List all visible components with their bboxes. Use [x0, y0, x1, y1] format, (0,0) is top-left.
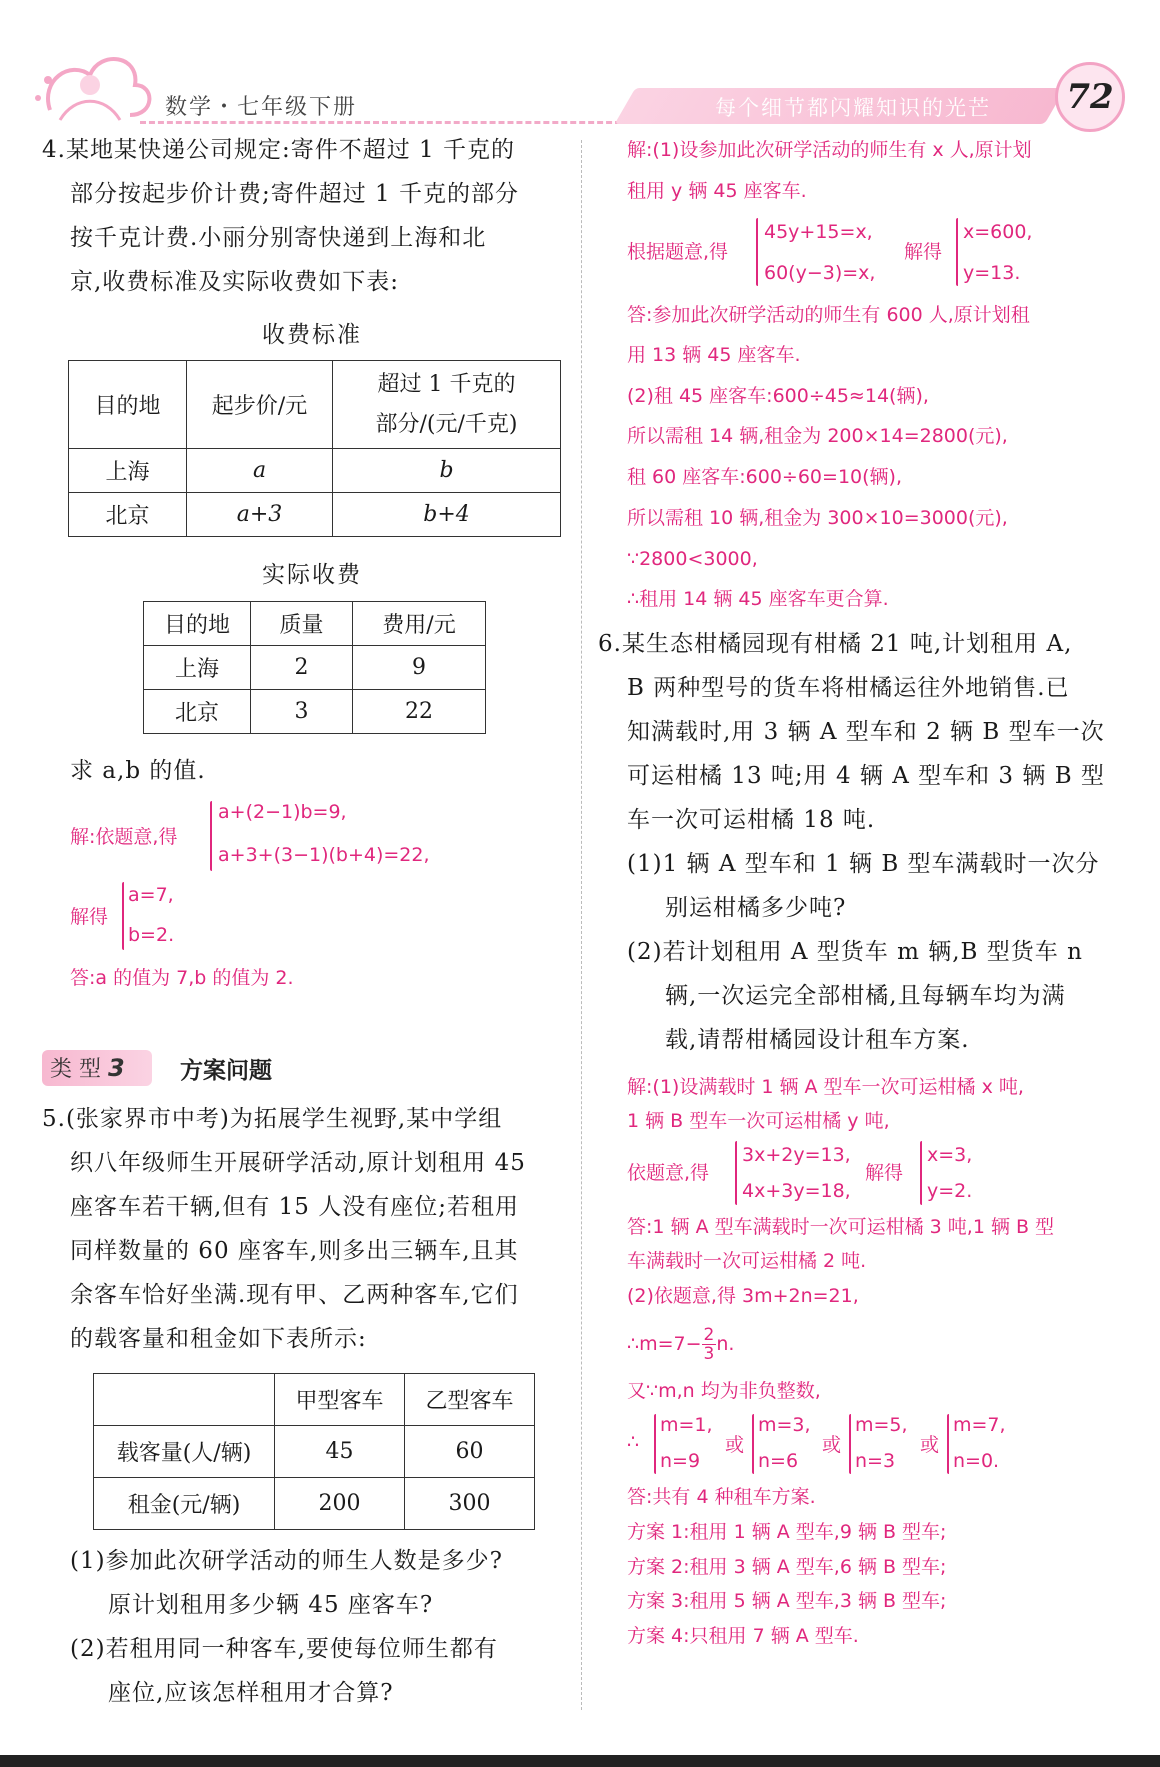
plan-2: 方案 2:租用 3 辆 A 型车,6 辆 B 型车; [627, 1556, 947, 1578]
case-3-n: n=3 [855, 1450, 896, 1472]
case-1-n: n=9 [660, 1450, 701, 1472]
brace [122, 882, 124, 950]
q5-line-1: 5.(张家界市中考)为拓展学生视野,某中学组 [42, 1106, 503, 1132]
q4-res1: a=7, [128, 884, 174, 906]
q6-line-2: B 两种型号的货车将柑橘运往外地销售.已 [627, 675, 1070, 701]
flower-ornament-icon [30, 40, 160, 130]
header-dashed-line [140, 121, 630, 124]
plan-1: 方案 1:租用 1 辆 A 型车,9 辆 B 型车; [627, 1521, 947, 1543]
q5-sol-lead: 根据题意,得 [627, 241, 729, 263]
table-cell: 租金(元/辆) [94, 1478, 275, 1530]
q4-solve-lead: 解得 [70, 906, 109, 928]
q4-answer: 答:a 的值为 7,b 的值为 2. [70, 967, 294, 989]
q6-eq1: 3x+2y=13, [742, 1144, 851, 1166]
q5-sol-l3: 答:参加此次研学活动的师生有 600 人,原计划租 [627, 304, 1030, 326]
q6-sol-l8: 答:共有 4 种租车方案. [627, 1486, 816, 1508]
table-cell: 上海 [69, 449, 187, 493]
table2-caption: 实际收费 [262, 562, 362, 588]
q5-sub-2b: 座位,应该怎样租用才合算? [108, 1680, 394, 1706]
table-cell: b+4 [333, 493, 561, 537]
q6-l6-pre: ∴m=7− [627, 1333, 702, 1355]
plan-4: 方案 4:只租用 7 辆 A 型车. [627, 1625, 859, 1647]
header-motto: 每个细节都闪耀知识的光芒 [715, 96, 991, 120]
brace [956, 218, 958, 286]
q5-sol-l8: 所以需租 10 辆,租金为 300×10=3000(元), [627, 507, 1008, 529]
q5-sub-1: (1)参加此次研学活动的师生人数是多少? [70, 1548, 503, 1574]
table-header: 目的地 [144, 602, 251, 646]
table-cell: 北京 [69, 493, 187, 537]
q6-sol-l6 [627, 1326, 734, 1363]
fee-standard-table [68, 360, 561, 537]
q6-sol-l2: 1 辆 B 型车一次可运柑橘 y 吨, [627, 1110, 890, 1132]
q6-sol-l4: 车满载时一次可运柑橘 2 吨. [627, 1250, 867, 1272]
table-cell: a+3 [187, 493, 333, 537]
q4-line-3: 按千克计费.小丽分别寄快递到上海和北 [70, 225, 487, 251]
table-cell: 9 [353, 646, 486, 690]
type-tag-number: 3 [108, 1054, 125, 1082]
q6-res2: y=2. [927, 1180, 973, 1202]
q6-line-3: 知满载时,用 3 辆 A 型车和 2 辆 B 型车一次 [627, 719, 1105, 745]
q6-sub-2b: 辆,一次运完全部柑橘,且每辆车均为满 [665, 983, 1066, 1009]
q5-eq2: 60(y−3)=x, [764, 262, 876, 284]
type-title: 方案问题 [180, 1058, 272, 1084]
q4-solution-lead: 解:依题意,得 [70, 826, 178, 848]
table1-caption: 收费标准 [262, 322, 362, 348]
type-tag-word: 类 型 [50, 1057, 101, 1082]
q5-sol-l1: 解:(1)设参加此次研学活动的师生有 x 人,原计划 [627, 139, 1032, 161]
brace [654, 1414, 656, 1474]
q5-sol-l2: 租用 y 辆 45 座客车. [627, 180, 807, 202]
table-cell: b [333, 449, 561, 493]
q5-line-5: 余客车恰好坐满.现有甲、乙两种客车,它们 [70, 1282, 519, 1308]
table-header [333, 361, 561, 449]
q5-res1: x=600, [963, 221, 1033, 243]
table-header [94, 1374, 275, 1426]
q6-sub-1: (1)1 辆 A 型车和 1 辆 B 型车满载时一次分 [627, 851, 1100, 877]
page-number: 72 [1055, 62, 1125, 132]
table-cell: 300 [405, 1478, 535, 1530]
q5-eq1: 45y+15=x, [764, 221, 873, 243]
q6-eq2: 4x+3y=18, [742, 1180, 851, 1202]
case-1-m: m=1, [660, 1414, 713, 1436]
table-cell: 3 [251, 690, 353, 734]
case-3-m: m=5, [855, 1414, 908, 1436]
q6-sol-l7: 又∵m,n 均为非负整数, [627, 1380, 821, 1402]
plan-3: 方案 3:租用 5 辆 A 型车,3 辆 B 型车; [627, 1590, 947, 1612]
type-tag [42, 1050, 152, 1086]
brace [920, 1141, 922, 1205]
q6-sol-l3: 答:1 辆 A 型车满载时一次可运柑橘 3 吨,1 辆 B 型 [627, 1216, 1055, 1238]
q6-sol-lead: 依题意,得 [627, 1162, 710, 1184]
brace [210, 801, 212, 871]
table-header-line: 部分/(元/千克) [375, 411, 518, 437]
footer-bar [0, 1755, 1160, 1767]
actual-fee-table [143, 601, 486, 734]
table-header: 乙型客车 [405, 1374, 535, 1426]
q5-line-4: 同样数量的 60 座客车,则多出三辆车,且其 [70, 1238, 519, 1264]
q6-res1: x=3, [927, 1144, 973, 1166]
table-cell: 载客量(人/辆) [94, 1426, 275, 1478]
table-header: 起步价/元 [187, 361, 333, 449]
table-cell: a [187, 449, 333, 493]
brace [752, 1414, 754, 1474]
or-text: 或 [822, 1434, 842, 1456]
q5-line-2: 织八年级师生开展研学活动,原计划租用 45 [70, 1150, 526, 1176]
q6-sub-2c: 载,请帮柑橘园设计租车方案. [665, 1027, 970, 1053]
q5-res2: y=13. [963, 262, 1021, 284]
q5-sub-2: (2)若租用同一种客车,要使每位师生都有 [70, 1636, 498, 1662]
brace [849, 1414, 851, 1474]
brace [756, 218, 758, 286]
q6-sol-l5: (2)依题意,得 3m+2n=21, [627, 1285, 859, 1307]
q5-sol-l7: 租 60 座客车:600÷60=10(辆), [627, 466, 902, 488]
q4-ask: 求 a,b 的值. [70, 758, 206, 784]
table-cell: 60 [405, 1426, 535, 1478]
table-header: 甲型客车 [275, 1374, 405, 1426]
q5-line-6: 的载客量和租金如下表所示: [70, 1326, 367, 1352]
q4-eq2: a+3+(3−1)(b+4)=22, [218, 844, 430, 866]
case-2-m: m=3, [758, 1414, 811, 1436]
q6-sub-2: (2)若计划租用 A 型货车 m 辆,B 型货车 n [627, 939, 1083, 965]
table-cell: 22 [353, 690, 486, 734]
table-cell: 2 [251, 646, 353, 690]
table-header: 质量 [251, 602, 353, 646]
fraction [702, 1326, 717, 1363]
brace [735, 1141, 737, 1205]
q4-eq1: a+(2−1)b=9, [218, 801, 347, 823]
bus-table [93, 1373, 535, 1530]
case-4-n: n=0. [953, 1450, 1000, 1472]
table-cell: 北京 [144, 690, 251, 734]
q6-line-4: 可运柑橘 13 吨;用 4 辆 A 型车和 3 辆 B 型 [627, 763, 1105, 789]
table-cell: 上海 [144, 646, 251, 690]
or-text: 或 [725, 1434, 745, 1456]
table-header-line: 超过 1 千克的 [377, 371, 516, 397]
table-header: 费用/元 [353, 602, 486, 646]
q6-sub-1b: 别运柑橘多少吨? [665, 895, 847, 921]
table-header: 目的地 [69, 361, 187, 449]
book-title: 数学・七年级下册 [165, 95, 358, 120]
q5-sol-l5: (2)租 45 座客车:600÷45≈14(辆), [627, 385, 929, 407]
q5-sol-l9: ∵2800<3000, [627, 548, 758, 570]
therefore-symbol: ∴ [627, 1431, 640, 1453]
case-4-m: m=7, [953, 1414, 1006, 1436]
or-text: 或 [920, 1434, 940, 1456]
fraction-denominator: 3 [703, 1344, 715, 1364]
q4-line-2: 部分按起步价计费;寄件超过 1 千克的部分 [70, 181, 520, 207]
q4-line-4: 京,收费标准及实际收费如下表: [70, 269, 400, 295]
q5-sol-l6: 所以需租 14 辆,租金为 200×14=2800(元), [627, 425, 1008, 447]
q5-solve-lead: 解得 [904, 241, 943, 263]
q5-sol-l10: ∴租用 14 辆 45 座客车更合算. [627, 588, 889, 610]
q6-l6-post: n. [716, 1333, 735, 1355]
q6-line-5: 车一次可运柑橘 18 吨. [627, 807, 876, 833]
q5-sol-l4: 用 13 辆 45 座客车. [627, 344, 801, 366]
q5-sub-1b: 原计划租用多少辆 45 座客车? [108, 1592, 434, 1618]
q4-line-1: 4.某地某快递公司规定:寄件不超过 1 千克的 [42, 137, 515, 163]
case-2-n: n=6 [758, 1450, 799, 1472]
q6-solve-lead: 解得 [865, 1162, 904, 1184]
brace [947, 1414, 949, 1474]
table-cell: 200 [275, 1478, 405, 1530]
table-cell: 45 [275, 1426, 405, 1478]
q5-line-3: 座客车若干辆,但有 15 人没有座位;若租用 [70, 1194, 519, 1220]
fraction-numerator: 2 [703, 1325, 715, 1345]
column-divider [581, 140, 582, 1710]
q6-sol-l1: 解:(1)设满载时 1 辆 A 型车一次可运柑橘 x 吨, [627, 1076, 1024, 1098]
q6-line-1: 6.某生态柑橘园现有柑橘 21 吨,计划租用 A, [598, 631, 1073, 657]
q4-res2: b=2. [128, 924, 175, 946]
